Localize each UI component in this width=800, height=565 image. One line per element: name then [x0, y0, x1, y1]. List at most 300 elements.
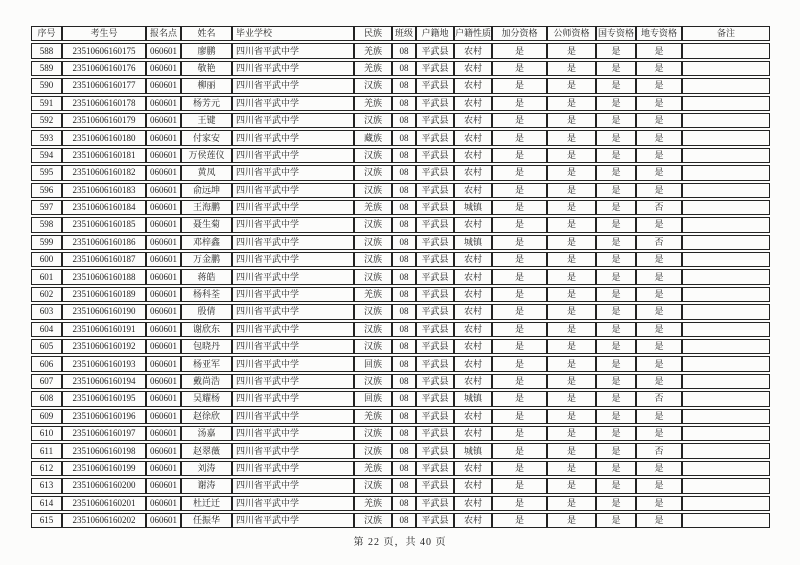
cell-ethnicity: 汉族 [354, 269, 392, 284]
column-header-candidate-no: 考生号 [62, 26, 146, 41]
cell-school: 四川省平武中学 [232, 409, 354, 424]
column-header-residence-type: 户籍性质 [454, 26, 492, 41]
cell-residence: 平武县 [416, 252, 454, 267]
cell-dizhuan-qual: 是 [636, 339, 682, 354]
column-header-class: 班级 [392, 26, 416, 41]
cell-ethnicity: 汉族 [354, 78, 392, 93]
cell-residence-type: 农村 [454, 461, 492, 476]
cell-dizhuan-qual: 是 [636, 461, 682, 476]
cell-candidate-no: 23510606160175 [62, 43, 146, 58]
cell-school: 四川省平武中学 [232, 252, 354, 267]
cell-remark [682, 269, 770, 284]
cell-residence-type: 农村 [454, 513, 492, 528]
student-roster-table [31, 24, 770, 530]
cell-residence-type: 农村 [454, 183, 492, 198]
cell-class: 08 [392, 183, 416, 198]
cell-reg-point: 060601 [146, 356, 181, 371]
cell-class: 08 [392, 339, 416, 354]
cell-dizhuan-qual: 是 [636, 287, 682, 302]
column-header-guozhuan-qual: 国专资格 [596, 26, 636, 41]
cell-name: 万金鹏 [181, 252, 232, 267]
cell-school: 四川省平武中学 [232, 322, 354, 337]
cell-name: 谢欣东 [181, 322, 232, 337]
cell-candidate-no: 23510606160177 [62, 78, 146, 93]
cell-reg-point: 060601 [146, 252, 181, 267]
cell-name: 万侯莲仪 [181, 148, 232, 163]
cell-dizhuan-qual: 是 [636, 78, 682, 93]
cell-index: 605 [31, 339, 62, 354]
cell-school: 四川省平武中学 [232, 78, 354, 93]
cell-bonus-qual: 是 [492, 96, 547, 111]
cell-guozhuan-qual: 是 [596, 183, 636, 198]
cell-gongshi-qual: 是 [547, 61, 596, 76]
cell-gongshi-qual: 是 [547, 269, 596, 284]
cell-school: 四川省平武中学 [232, 200, 354, 215]
column-header-reg-point: 报名点 [146, 26, 181, 41]
cell-ethnicity: 羌族 [354, 287, 392, 302]
cell-residence-type: 农村 [454, 496, 492, 511]
cell-residence: 平武县 [416, 496, 454, 511]
cell-ethnicity: 汉族 [354, 304, 392, 319]
cell-school: 四川省平武中学 [232, 61, 354, 76]
cell-remark [682, 513, 770, 528]
cell-ethnicity: 汉族 [354, 235, 392, 250]
cell-residence: 平武县 [416, 217, 454, 232]
cell-class: 08 [392, 478, 416, 493]
cell-school: 四川省平武中学 [232, 217, 354, 232]
cell-candidate-no: 23510606160176 [62, 61, 146, 76]
cell-residence: 平武县 [416, 130, 454, 145]
cell-residence: 平武县 [416, 426, 454, 441]
cell-guozhuan-qual: 是 [596, 478, 636, 493]
cell-reg-point: 060601 [146, 61, 181, 76]
cell-bonus-qual: 是 [492, 478, 547, 493]
cell-guozhuan-qual: 是 [596, 61, 636, 76]
cell-gongshi-qual: 是 [547, 461, 596, 476]
cell-class: 08 [392, 409, 416, 424]
cell-residence: 平武县 [416, 339, 454, 354]
table-row [31, 165, 770, 180]
table-row [31, 409, 770, 424]
cell-gongshi-qual: 是 [547, 200, 596, 215]
column-header-dizhuan-qual: 地专资格 [636, 26, 682, 41]
cell-guozhuan-qual: 是 [596, 43, 636, 58]
cell-name: 刘涛 [181, 461, 232, 476]
column-header-name: 姓名 [181, 26, 232, 41]
cell-name: 谢涛 [181, 478, 232, 493]
cell-residence-type: 城镇 [454, 235, 492, 250]
cell-candidate-no: 23510606160191 [62, 322, 146, 337]
cell-reg-point: 060601 [146, 217, 181, 232]
cell-dizhuan-qual: 是 [636, 130, 682, 145]
cell-candidate-no: 23510606160188 [62, 269, 146, 284]
cell-school: 四川省平武中学 [232, 96, 354, 111]
table-body [31, 43, 770, 528]
cell-residence-type: 农村 [454, 113, 492, 128]
table-row [31, 78, 770, 93]
table-row [31, 235, 770, 250]
cell-reg-point: 060601 [146, 113, 181, 128]
cell-reg-point: 060601 [146, 130, 181, 145]
cell-reg-point: 060601 [146, 461, 181, 476]
cell-bonus-qual: 是 [492, 130, 547, 145]
cell-name: 聂生菊 [181, 217, 232, 232]
cell-index: 606 [31, 356, 62, 371]
cell-guozhuan-qual: 是 [596, 235, 636, 250]
cell-residence: 平武县 [416, 183, 454, 198]
cell-candidate-no: 23510606160196 [62, 409, 146, 424]
cell-reg-point: 060601 [146, 96, 181, 111]
cell-residence: 平武县 [416, 96, 454, 111]
cell-residence-type: 农村 [454, 61, 492, 76]
cell-name: 敬艳 [181, 61, 232, 76]
cell-name: 汤嘉 [181, 426, 232, 441]
cell-remark [682, 61, 770, 76]
table-row [31, 43, 770, 58]
cell-residence-type: 农村 [454, 148, 492, 163]
cell-class: 08 [392, 252, 416, 267]
cell-remark [682, 252, 770, 267]
cell-index: 598 [31, 217, 62, 232]
cell-reg-point: 060601 [146, 426, 181, 441]
cell-candidate-no: 23510606160187 [62, 252, 146, 267]
cell-index: 611 [31, 443, 62, 458]
cell-school: 四川省平武中学 [232, 183, 354, 198]
cell-residence-type: 农村 [454, 409, 492, 424]
cell-school: 四川省平武中学 [232, 513, 354, 528]
cell-candidate-no: 23510606160182 [62, 165, 146, 180]
cell-gongshi-qual: 是 [547, 478, 596, 493]
cell-ethnicity: 回族 [354, 391, 392, 406]
cell-class: 08 [392, 235, 416, 250]
cell-school: 四川省平武中学 [232, 304, 354, 319]
cell-index: 602 [31, 287, 62, 302]
cell-candidate-no: 23510606160199 [62, 461, 146, 476]
cell-gongshi-qual: 是 [547, 339, 596, 354]
cell-bonus-qual: 是 [492, 513, 547, 528]
cell-guozhuan-qual: 是 [596, 130, 636, 145]
cell-remark [682, 78, 770, 93]
cell-gongshi-qual: 是 [547, 409, 596, 424]
cell-bonus-qual: 是 [492, 269, 547, 284]
cell-name: 王海鹏 [181, 200, 232, 215]
cell-name: 杨科荃 [181, 287, 232, 302]
cell-remark [682, 148, 770, 163]
cell-candidate-no: 23510606160189 [62, 287, 146, 302]
cell-reg-point: 060601 [146, 235, 181, 250]
cell-guozhuan-qual: 是 [596, 391, 636, 406]
cell-class: 08 [392, 130, 416, 145]
table-row [31, 148, 770, 163]
cell-ethnicity: 汉族 [354, 217, 392, 232]
cell-candidate-no: 23510606160186 [62, 235, 146, 250]
cell-dizhuan-qual: 是 [636, 165, 682, 180]
cell-bonus-qual: 是 [492, 339, 547, 354]
cell-reg-point: 060601 [146, 443, 181, 458]
cell-residence-type: 农村 [454, 130, 492, 145]
table-row [31, 426, 770, 441]
column-header-bonus-qual: 加分资格 [492, 26, 547, 41]
cell-gongshi-qual: 是 [547, 43, 596, 58]
cell-class: 08 [392, 165, 416, 180]
cell-remark [682, 217, 770, 232]
cell-residence: 平武县 [416, 409, 454, 424]
cell-bonus-qual: 是 [492, 43, 547, 58]
cell-candidate-no: 23510606160184 [62, 200, 146, 215]
cell-residence: 平武县 [416, 391, 454, 406]
cell-residence: 平武县 [416, 443, 454, 458]
cell-dizhuan-qual: 否 [636, 235, 682, 250]
cell-ethnicity: 汉族 [354, 183, 392, 198]
cell-school: 四川省平武中学 [232, 148, 354, 163]
cell-school: 四川省平武中学 [232, 443, 354, 458]
cell-residence-type: 农村 [454, 78, 492, 93]
cell-dizhuan-qual: 是 [636, 113, 682, 128]
cell-reg-point: 060601 [146, 409, 181, 424]
cell-remark [682, 409, 770, 424]
page-number-footer: 第 22 页，共 40 页 [353, 537, 447, 548]
table-row [31, 339, 770, 354]
cell-remark [682, 43, 770, 58]
table-row [31, 96, 770, 111]
cell-index: 595 [31, 165, 62, 180]
cell-dizhuan-qual: 是 [636, 478, 682, 493]
table-row [31, 496, 770, 511]
cell-name: 戴尚浩 [181, 374, 232, 389]
cell-remark [682, 426, 770, 441]
cell-index: 593 [31, 130, 62, 145]
cell-residence: 平武县 [416, 200, 454, 215]
cell-name: 柳丽 [181, 78, 232, 93]
cell-candidate-no: 23510606160192 [62, 339, 146, 354]
cell-index: 592 [31, 113, 62, 128]
cell-gongshi-qual: 是 [547, 252, 596, 267]
cell-bonus-qual: 是 [492, 165, 547, 180]
cell-reg-point: 060601 [146, 496, 181, 511]
cell-dizhuan-qual: 是 [636, 304, 682, 319]
cell-name: 杜迁迁 [181, 496, 232, 511]
cell-index: 608 [31, 391, 62, 406]
cell-guozhuan-qual: 是 [596, 513, 636, 528]
cell-candidate-no: 23510606160190 [62, 304, 146, 319]
cell-gongshi-qual: 是 [547, 426, 596, 441]
cell-residence-type: 城镇 [454, 200, 492, 215]
cell-dizhuan-qual: 是 [636, 513, 682, 528]
cell-gongshi-qual: 是 [547, 391, 596, 406]
cell-residence-type: 农村 [454, 252, 492, 267]
cell-class: 08 [392, 496, 416, 511]
cell-candidate-no: 23510606160194 [62, 374, 146, 389]
cell-residence-type: 农村 [454, 217, 492, 232]
cell-guozhuan-qual: 是 [596, 113, 636, 128]
cell-index: 599 [31, 235, 62, 250]
cell-gongshi-qual: 是 [547, 287, 596, 302]
cell-name: 包晓丹 [181, 339, 232, 354]
cell-remark [682, 235, 770, 250]
cell-ethnicity: 汉族 [354, 165, 392, 180]
cell-guozhuan-qual: 是 [596, 356, 636, 371]
cell-guozhuan-qual: 是 [596, 304, 636, 319]
cell-ethnicity: 汉族 [354, 322, 392, 337]
column-header-gongshi-qual: 公师资格 [547, 26, 596, 41]
cell-residence-type: 农村 [454, 339, 492, 354]
cell-residence: 平武县 [416, 165, 454, 180]
cell-residence: 平武县 [416, 148, 454, 163]
cell-guozhuan-qual: 是 [596, 287, 636, 302]
cell-index: 610 [31, 426, 62, 441]
table-row [31, 478, 770, 493]
cell-school: 四川省平武中学 [232, 391, 354, 406]
cell-index: 612 [31, 461, 62, 476]
cell-candidate-no: 23510606160202 [62, 513, 146, 528]
cell-residence-type: 农村 [454, 96, 492, 111]
cell-remark [682, 461, 770, 476]
cell-class: 08 [392, 322, 416, 337]
column-header-remark: 备注 [682, 26, 770, 41]
cell-index: 589 [31, 61, 62, 76]
cell-remark [682, 200, 770, 215]
table-row [31, 183, 770, 198]
cell-reg-point: 060601 [146, 391, 181, 406]
cell-reg-point: 060601 [146, 513, 181, 528]
cell-gongshi-qual: 是 [547, 304, 596, 319]
cell-bonus-qual: 是 [492, 252, 547, 267]
cell-reg-point: 060601 [146, 183, 181, 198]
cell-school: 四川省平武中学 [232, 43, 354, 58]
cell-residence: 平武县 [416, 235, 454, 250]
cell-reg-point: 060601 [146, 478, 181, 493]
cell-candidate-no: 23510606160178 [62, 96, 146, 111]
cell-residence-type: 农村 [454, 374, 492, 389]
cell-dizhuan-qual: 是 [636, 96, 682, 111]
cell-residence-type: 城镇 [454, 391, 492, 406]
cell-school: 四川省平武中学 [232, 426, 354, 441]
cell-bonus-qual: 是 [492, 61, 547, 76]
table-row [31, 113, 770, 128]
cell-index: 597 [31, 200, 62, 215]
cell-residence: 平武县 [416, 356, 454, 371]
cell-remark [682, 478, 770, 493]
cell-bonus-qual: 是 [492, 287, 547, 302]
cell-class: 08 [392, 200, 416, 215]
cell-candidate-no: 23510606160179 [62, 113, 146, 128]
cell-bonus-qual: 是 [492, 426, 547, 441]
cell-index: 600 [31, 252, 62, 267]
cell-index: 614 [31, 496, 62, 511]
cell-bonus-qual: 是 [492, 461, 547, 476]
cell-name: 黄凤 [181, 165, 232, 180]
cell-ethnicity: 羌族 [354, 200, 392, 215]
cell-name: 廖鹏 [181, 43, 232, 58]
cell-class: 08 [392, 96, 416, 111]
table-row [31, 130, 770, 145]
cell-residence-type: 农村 [454, 304, 492, 319]
table-row [31, 443, 770, 458]
cell-residence: 平武县 [416, 478, 454, 493]
cell-gongshi-qual: 是 [547, 235, 596, 250]
cell-name: 王键 [181, 113, 232, 128]
cell-ethnicity: 汉族 [354, 252, 392, 267]
cell-reg-point: 060601 [146, 78, 181, 93]
cell-bonus-qual: 是 [492, 78, 547, 93]
cell-ethnicity: 羌族 [354, 61, 392, 76]
cell-bonus-qual: 是 [492, 235, 547, 250]
cell-ethnicity: 羌族 [354, 96, 392, 111]
cell-bonus-qual: 是 [492, 304, 547, 319]
cell-index: 613 [31, 478, 62, 493]
table-row [31, 391, 770, 406]
cell-bonus-qual: 是 [492, 409, 547, 424]
cell-candidate-no: 23510606160201 [62, 496, 146, 511]
cell-remark [682, 322, 770, 337]
cell-reg-point: 060601 [146, 322, 181, 337]
cell-school: 四川省平武中学 [232, 165, 354, 180]
cell-remark [682, 287, 770, 302]
cell-bonus-qual: 是 [492, 322, 547, 337]
cell-school: 四川省平武中学 [232, 287, 354, 302]
cell-reg-point: 060601 [146, 148, 181, 163]
cell-school: 四川省平武中学 [232, 496, 354, 511]
cell-class: 08 [392, 217, 416, 232]
cell-residence-type: 城镇 [454, 443, 492, 458]
cell-class: 08 [392, 61, 416, 76]
cell-gongshi-qual: 是 [547, 130, 596, 145]
cell-guozhuan-qual: 是 [596, 496, 636, 511]
cell-dizhuan-qual: 否 [636, 391, 682, 406]
cell-index: 603 [31, 304, 62, 319]
cell-residence: 平武县 [416, 374, 454, 389]
cell-ethnicity: 汉族 [354, 339, 392, 354]
cell-class: 08 [392, 426, 416, 441]
cell-dizhuan-qual: 是 [636, 409, 682, 424]
cell-remark [682, 356, 770, 371]
cell-reg-point: 060601 [146, 43, 181, 58]
table-row [31, 61, 770, 76]
table-row [31, 322, 770, 337]
cell-school: 四川省平武中学 [232, 113, 354, 128]
cell-school: 四川省平武中学 [232, 461, 354, 476]
cell-bonus-qual: 是 [492, 148, 547, 163]
cell-candidate-no: 23510606160197 [62, 426, 146, 441]
cell-ethnicity: 回族 [354, 356, 392, 371]
cell-index: 590 [31, 78, 62, 93]
cell-gongshi-qual: 是 [547, 183, 596, 198]
cell-remark [682, 374, 770, 389]
cell-class: 08 [392, 269, 416, 284]
table-row [31, 200, 770, 215]
cell-index: 591 [31, 96, 62, 111]
cell-remark [682, 304, 770, 319]
cell-gongshi-qual: 是 [547, 113, 596, 128]
cell-candidate-no: 23510606160180 [62, 130, 146, 145]
cell-name: 吴耀杨 [181, 391, 232, 406]
cell-bonus-qual: 是 [492, 496, 547, 511]
cell-guozhuan-qual: 是 [596, 461, 636, 476]
cell-guozhuan-qual: 是 [596, 217, 636, 232]
cell-index: 615 [31, 513, 62, 528]
cell-class: 08 [392, 148, 416, 163]
cell-guozhuan-qual: 是 [596, 148, 636, 163]
cell-residence: 平武县 [416, 322, 454, 337]
cell-bonus-qual: 是 [492, 391, 547, 406]
cell-ethnicity: 羌族 [354, 496, 392, 511]
cell-remark [682, 391, 770, 406]
cell-gongshi-qual: 是 [547, 322, 596, 337]
cell-dizhuan-qual: 是 [636, 183, 682, 198]
cell-school: 四川省平武中学 [232, 269, 354, 284]
cell-index: 596 [31, 183, 62, 198]
cell-name: 殷倩 [181, 304, 232, 319]
